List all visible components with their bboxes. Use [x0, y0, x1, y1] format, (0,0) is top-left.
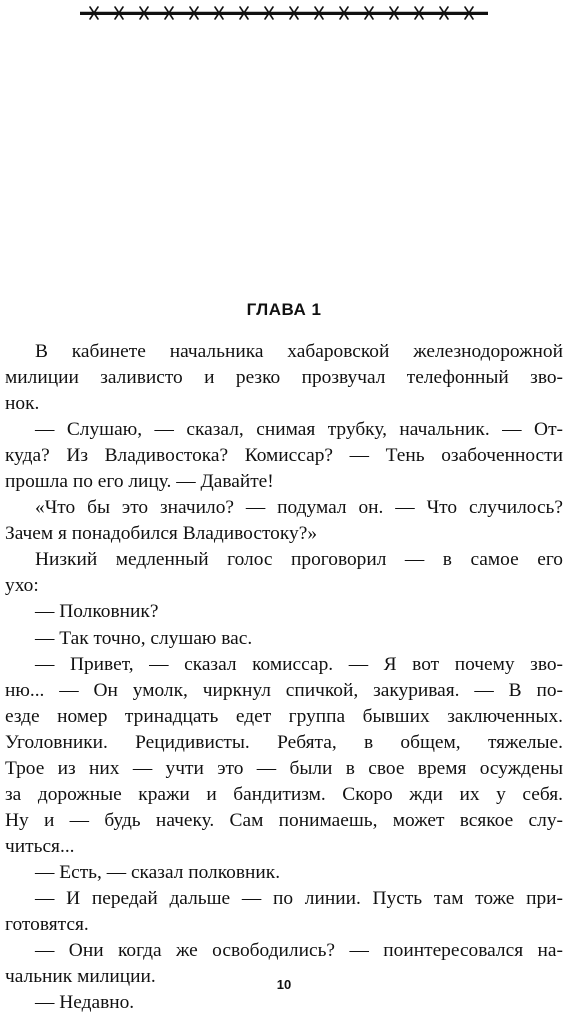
text-line: езде номер тринадцать едет группа бывших заключенных. [5, 705, 563, 727]
text-line: ню... — Он умолк, чиркнул спичкой, закуривая. — В по- [5, 679, 563, 701]
text-line: «Что бы это значило? — подумал он. — Что случилось? [35, 497, 563, 519]
text-line: — Слушаю, — сказал, снимая трубку, начальник. — От- [35, 419, 563, 441]
body-text [5, 339, 563, 1016]
text-line: — Полковник? [35, 601, 159, 623]
text-line: — Они когда же освободились? — поинтересовался на- [35, 940, 563, 962]
text-line: нок. [5, 393, 40, 415]
text-line: чальник милиции. [5, 966, 156, 988]
page-number: 10 [276, 977, 292, 992]
text-line: Трое из них — учти это — были в свое время осуждены [5, 757, 563, 779]
text-line: В кабинете начальника хабаровской железнодорожной [35, 341, 563, 362]
text-line: Зачем я понадобился Владивостоку?» [5, 523, 318, 545]
text-line: — Так точно, слушаю вас. [35, 627, 253, 649]
text-line: ухо: [5, 575, 39, 597]
text-line: — Недавно. [35, 992, 135, 1014]
text-line: готовятся. [5, 914, 89, 936]
chapter-title: ГЛАВА 1 [246, 300, 322, 319]
text-line: читься... [5, 835, 75, 857]
text-line: Ну и — будь начеку. Сам понимаешь, может всякое слу- [5, 809, 563, 831]
text-line: Уголовники. Рецидивисты. Ребята, в общем, тяжелые. [5, 731, 563, 753]
text-line: милиции заливисто и резко прозвучал телефонный зво- [5, 367, 563, 389]
text-line: за дорожные кражи и бандитизм. Скоро жди их у себя. [5, 783, 563, 805]
text-line: — Есть, — сказал полковник. [35, 861, 281, 883]
text-line: — И передай дальше — по линии. Пусть там тоже при- [35, 887, 563, 909]
text-line: куда? Из Владивостока? Комиссар? — Тень озабоченности [5, 445, 563, 467]
text-line: прошла по его лицу. — Давайте! [5, 471, 274, 493]
barbed-wire-ornament [80, 6, 488, 20]
text-line: — Привет, — сказал комиссар. — Я вот почему зво- [35, 653, 563, 675]
text-line: Низкий медленный голос проговорил — в самое его [35, 549, 563, 571]
